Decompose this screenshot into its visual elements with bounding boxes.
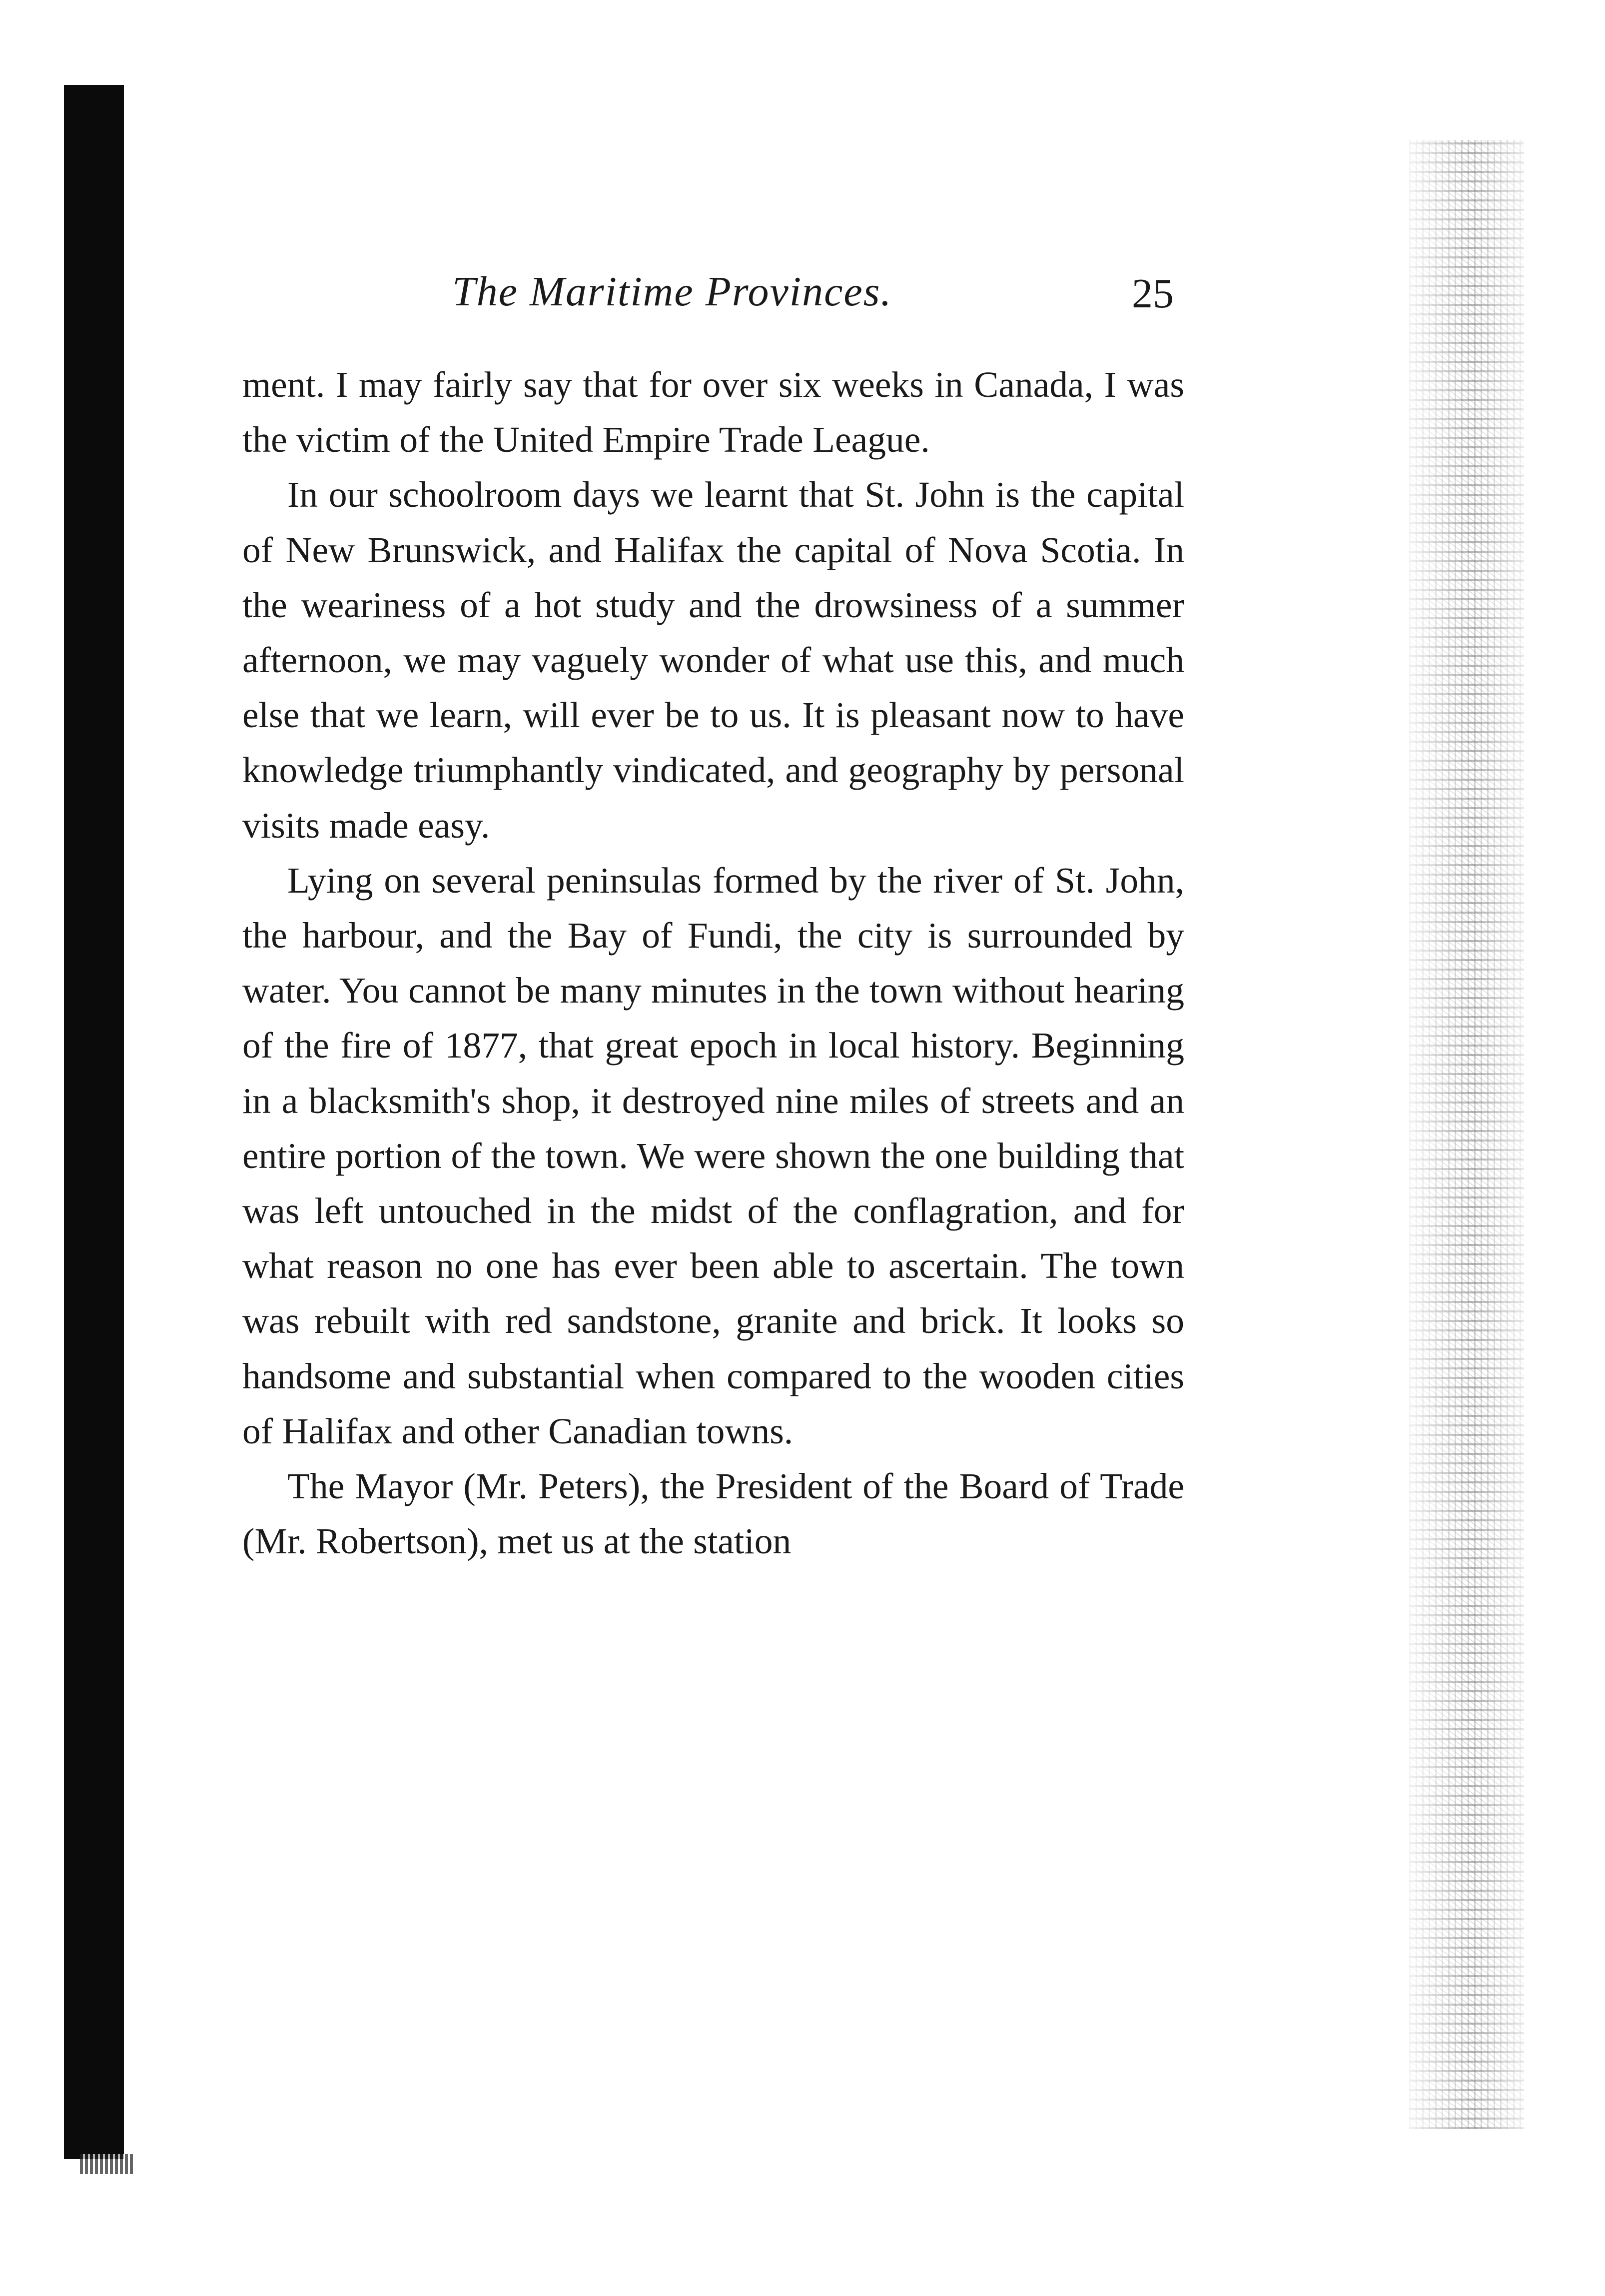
paragraph-schoolroom: In our schoolroom days we learnt that St. John is the capital of New Brunswick, and Halifax the capital of Nova Scotia. In the weariness of a hot study and the drowsiness of a summer afternoon, we may vaguely wonder of what use this, and much else that we learn, will ever be to us. It is pleasant now to have knowledge triumphantly vindicated, and geography by personal visits made easy. <box>242 474 1184 846</box>
paragraph-st-john: Lying on several peninsulas formed by the river of St. John, the harbour, and the Bay of Fundi, the city is surrounded by water. You cannot be many minutes in the town without hearing of the fire of 1877, that great epoch in local history. Beginning in a blacksmith's shop, it destroyed nine miles of streets and an entire portion of the town. We were shown the one building that was left untouched in the midst of the conflagration, and for what reason no one has ever been able to ascertain. The town was rebuilt with red sandstone, granite and brick. It looks so handsome and substantial when compared to the wooden cities of Halifax and other Canadian towns. <box>242 860 1184 1451</box>
paragraph-mayor: The Mayor (Mr. Peters), the President of the Board of Trade (Mr. Robertson), met us at the station <box>242 1466 1184 1562</box>
binding-shadow <box>64 85 124 2159</box>
binding-shadow-foot <box>80 2154 135 2174</box>
scan-edge-noise <box>1409 140 1524 2129</box>
page-number: 25 <box>1132 270 1174 317</box>
paragraph-continuation: ment. I may fairly say that for over six weeks in Canada, I was the victim of the United Empire Trade League. <box>242 364 1184 460</box>
running-title: The Maritime Provinces. <box>452 268 892 315</box>
body-text <box>242 357 1184 1569</box>
page-header <box>0 267 1605 327</box>
